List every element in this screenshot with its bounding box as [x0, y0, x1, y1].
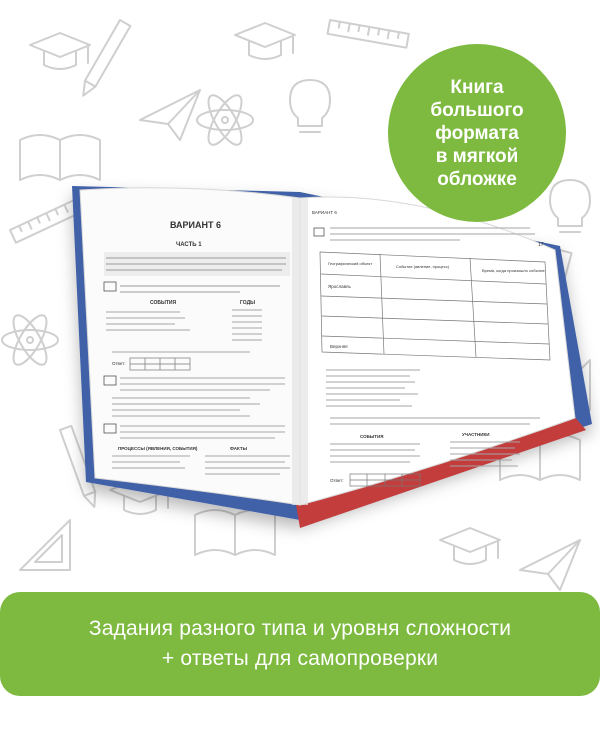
badge-line: Книга	[450, 76, 504, 98]
right-events-header: СОБЫТИЯ	[360, 434, 384, 439]
left-years-header: ГОДЫ	[240, 300, 256, 306]
left-events-header: СОБЫТИЯ	[150, 300, 177, 306]
banner-line-1: Задания разного типа и уровня сложности	[88, 617, 512, 640]
badge-line: большого	[430, 99, 524, 121]
left-answer-label: Ответ:	[112, 361, 126, 366]
right-row1: Ярославль	[328, 284, 351, 289]
right-row2: Верхняя	[330, 344, 348, 349]
badge-line: в мягкой	[435, 145, 519, 167]
right-page	[300, 197, 575, 505]
right-page-number: 17	[538, 242, 544, 248]
left-variant-title: ВАРИАНТ 6	[170, 220, 222, 230]
badge-line: обложке	[437, 168, 517, 190]
left-processes-header: ПРОЦЕССЫ (ЯВЛЕНИЯ, СОБЫТИЯ)	[118, 446, 198, 451]
page-gutter	[292, 198, 308, 505]
features-banner	[0, 592, 600, 696]
left-facts-header: ФАКТЫ	[230, 446, 247, 451]
format-badge	[388, 44, 566, 222]
right-col1-header: Географический объект	[328, 261, 373, 266]
banner-line-2: + ответы для самопроверки	[161, 647, 439, 670]
left-part-title: ЧАСТЬ 1	[176, 242, 202, 248]
format-badge-text	[412, 76, 542, 191]
left-page	[80, 188, 300, 505]
badge-line: формата	[435, 122, 519, 144]
right-answer-label: Ответ:	[330, 478, 344, 483]
right-variant-title: ВАРИАНТ 6	[312, 210, 337, 215]
right-participants-header: УЧАСТНИКИ	[462, 432, 490, 437]
right-col2-header: Событие (явление, процесс)	[396, 264, 450, 269]
right-col3-header: Время, когда произошло событие	[482, 268, 545, 273]
